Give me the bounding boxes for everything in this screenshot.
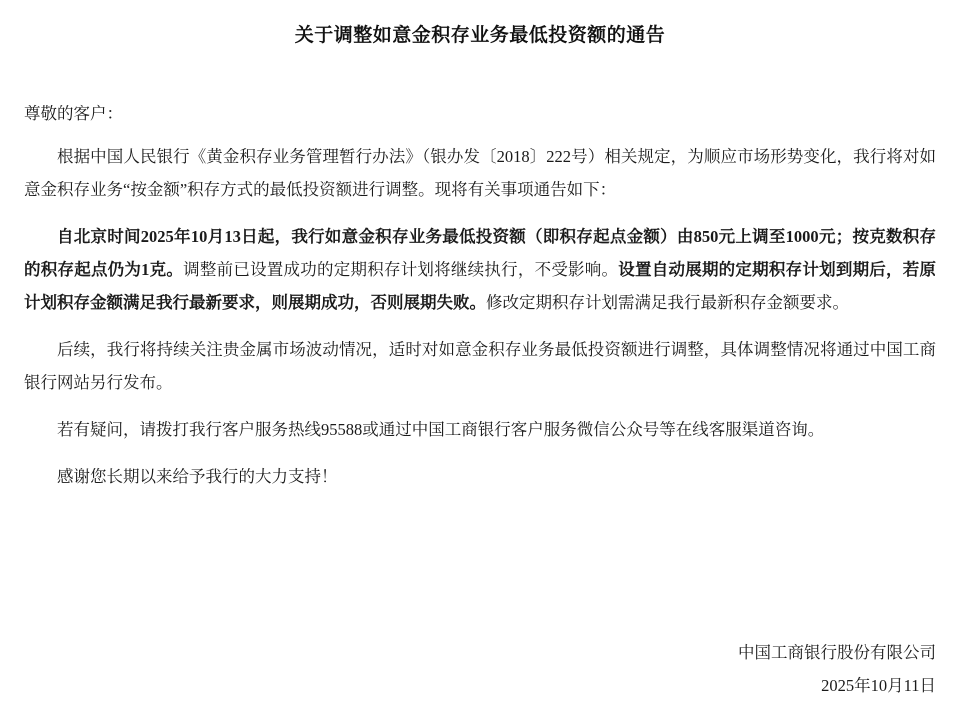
- document-body: [24, 97, 936, 493]
- existing-plan-clause: 调整前已设置成功的定期积存计划将继续执行，不受影响。: [183, 259, 619, 279]
- paragraph-regulation-basis: 根据中国人民银行《黄金积存业务管理暂行办法》（银办发〔2018〕222号）相关规定，为顺应市场形势变化，我行将对如意金积存业务“按金额”积存方式的最低投资额进行调整。现将有关事项通告如下：: [24, 146, 936, 199]
- rollover-clause: 设置自动展期的定期积存计划到期后，若原计划积存金额满足我行最新要求，则展期成功，否则展期失败。: [24, 259, 937, 312]
- paragraph-thanks: 感谢您长期以来给予我行的大力支持！: [57, 466, 338, 486]
- signature-date: 2025年10月11日: [821, 676, 936, 695]
- salutation-text: 尊敬的客户：: [24, 103, 123, 123]
- signature-organization: 中国工商银行股份有限公司: [738, 643, 936, 662]
- paragraph-contact-info: 若有疑问，请拨打我行客户服务热线95588或通过中国工商银行客户服务微信公众号等在线客服渠道咨询。: [57, 419, 825, 439]
- modify-plan-clause: 修改定期积存计划需满足我行最新积存金额要求。: [486, 292, 849, 312]
- page-title: 关于调整如意金积存业务最低投资额的通告: [294, 25, 666, 46]
- adjustment-effective-clause: 自北京时间2025年10月13日起，我行如意金积存业务最低投资额（即积存起点金额）由850元上调至1000元；按克数积存的积存起点仍为1克。: [24, 226, 936, 279]
- paragraph-future-adjustments: 后续，我行将持续关注贵金属市场波动情况，适时对如意金积存业务最低投资额进行调整，具体调整情况将通过中国工商银行网站另行发布。: [24, 339, 936, 392]
- signature-block: [738, 636, 936, 702]
- paragraph-adjustment-details: [24, 220, 936, 319]
